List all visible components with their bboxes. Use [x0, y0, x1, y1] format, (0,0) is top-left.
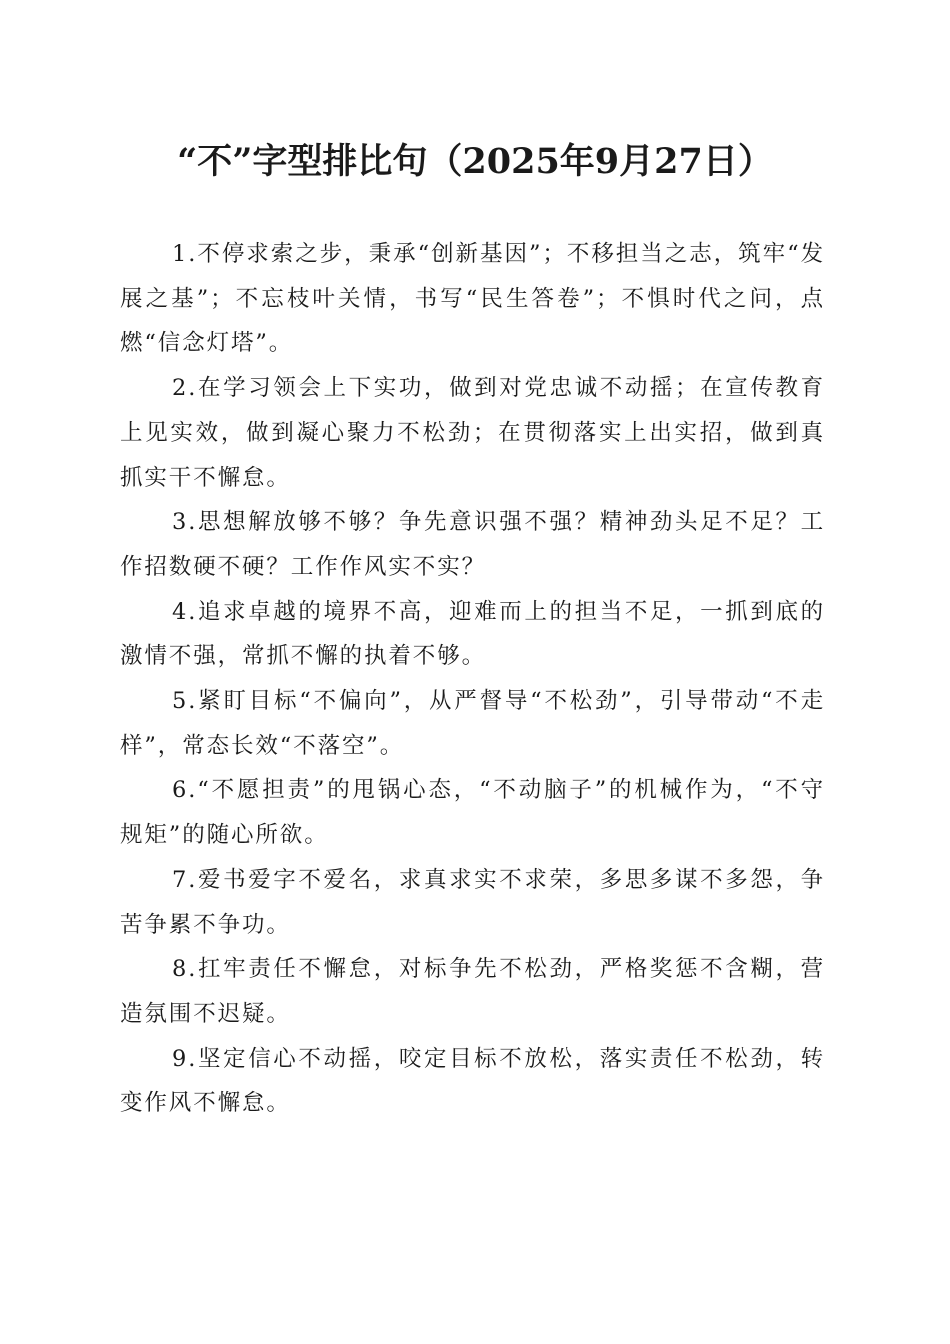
paragraph-4: 4.追求卓越的境界不高，迎难而上的担当不足，一抓到底的激情不强，常抓不懈的执着不够。 — [120, 598, 825, 670]
paragraph-6: 6.“不愿担责”的甩锅心态，“不动脑子”的机械作为，“不守规矩”的随心所欲。 — [120, 777, 825, 849]
paragraph-7: 7.爱书爱字不爱名，求真求实不求荣，多思多谋不多怨，争苦争累不争功。 — [120, 866, 825, 938]
page-title: “不”字型排比句（2025年9月27日） — [177, 141, 773, 182]
paragraph-1: 1.不停求索之步，秉承“创新基因”；不移担当之志，筑牢“发展之基”；不忘枝叶关情，书写“民生答卷”；不惧时代之问，点燃“信念灯塔”。 — [120, 241, 825, 357]
paragraph-9: 9.坚定信心不动摇，咬定目标不放松，落实责任不松劲，转变作风不懈怠。 — [120, 1045, 825, 1117]
paragraph-8: 8.扛牢责任不懈怠，对标争先不松劲，严格奖惩不含糊，营造氛围不迟疑。 — [120, 956, 825, 1027]
paragraph-2: 2.在学习领会上下实功，做到对党忠诚不动摇；在宣传教育上见实效，做到凝心聚力不松劲；在贯彻落实上出实招，做到真抓实干不懈怠。 — [120, 375, 825, 491]
paragraph-3: 3.思想解放够不够？争先意识强不强？精神劲头足不足？工作招数硬不硬？工作作风实不实？ — [120, 509, 825, 580]
document-body — [120, 232, 825, 1126]
paragraph-5: 5.紧盯目标“不偏向”，从严督导“不松劲”，引导带动“不走样”，常态长效“不落空”。 — [120, 688, 825, 759]
